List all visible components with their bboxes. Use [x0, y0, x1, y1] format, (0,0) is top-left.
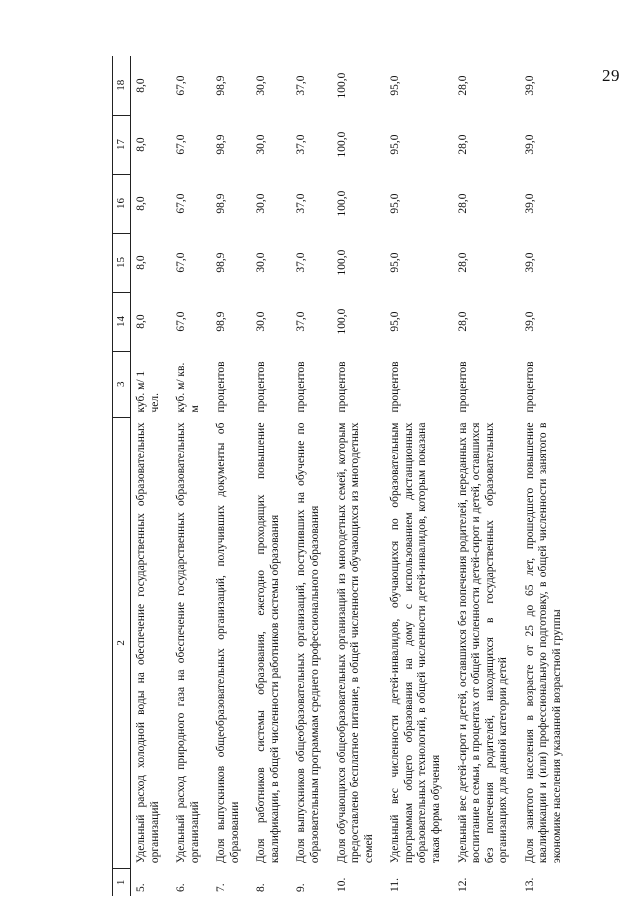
indicator-name: Доля выпускников общеобразовательных организаций, получивших документы об образовании	[215, 422, 241, 864]
indicator-value: 30,0	[255, 134, 268, 155]
indicator-value: 100,0	[335, 190, 348, 217]
unit-of-measure: процентов	[523, 361, 536, 413]
row-number: 11.	[389, 878, 402, 892]
indicator-value: 30,0	[255, 75, 268, 96]
row-number: 10.	[335, 877, 348, 892]
indicator-value: 39,0	[523, 75, 536, 96]
table-header-row	[113, 56, 131, 896]
table-row	[385, 56, 452, 896]
row-number: 6.	[175, 883, 188, 892]
indicator-value: 37,0	[295, 252, 308, 273]
column-header: 1	[113, 868, 131, 896]
unit-of-measure: процентов	[335, 361, 348, 413]
indicator-value: 30,0	[255, 252, 268, 273]
indicator-value: 67,0	[175, 193, 188, 214]
table-row	[130, 56, 171, 896]
column-header: 2	[113, 418, 131, 869]
table-row	[520, 56, 574, 896]
unit-of-measure: процентов	[295, 361, 308, 413]
unit-of-measure: куб. м/ 1 чел.	[134, 370, 161, 413]
indicator-value: 30,0	[255, 311, 268, 332]
indicator-value: 39,0	[523, 311, 536, 332]
indicator-name: Доля обучающихся общеобразовательных организаций из многодетных семей, которым предоставлено бесплатное питание, в общей численности обучающихся из многодетных семей	[335, 422, 375, 864]
indicator-value: 67,0	[175, 311, 188, 332]
indicator-value: 37,0	[295, 311, 308, 332]
row-number: 13.	[523, 877, 536, 892]
indicator-value: 39,0	[523, 252, 536, 273]
column-header: 3	[113, 351, 131, 418]
indicator-name: Удельный расход холодной воды на обеспечение государственных образовательных организаций	[134, 422, 161, 864]
indicator-name: Удельный расход природного газа на обеспечение государственных образовательных организаций	[175, 422, 201, 864]
row-number: 12.	[456, 877, 469, 892]
unit-of-measure: процентов	[215, 361, 228, 413]
indicator-value: 28,0	[456, 252, 469, 273]
indicator-value: 98,9	[215, 75, 228, 96]
indicator-value: 8,0	[134, 78, 147, 93]
indicator-value: 28,0	[456, 134, 469, 155]
indicator-name: Доля работников системы образования, ежегодно проходящих повышение квалификации, в общей численности работников системы образования	[255, 422, 281, 864]
indicator-value: 28,0	[456, 311, 469, 332]
indicator-value: 37,0	[295, 134, 308, 155]
column-header: 14	[113, 292, 131, 351]
indicator-value: 100,0	[335, 131, 348, 158]
indicator-value: 67,0	[175, 252, 188, 273]
column-header: 16	[113, 174, 131, 233]
indicator-value: 95,0	[389, 252, 402, 273]
rotated-table-wrapper	[112, 56, 592, 896]
table-row	[211, 56, 251, 896]
indicator-value: 98,9	[215, 193, 228, 214]
indicator-value: 95,0	[389, 75, 402, 96]
unit-of-measure: процентов	[456, 361, 469, 413]
unit-of-measure: процентов	[389, 361, 402, 413]
table-row	[291, 56, 331, 896]
indicator-name: Удельный вес численности детей-инвалидов, обучающихся по образовательным программам общего образования на дому с использованием дистанционных образовательных технологий, в общей численности детей-инвалидов, которым показана такая форма обучения	[389, 422, 442, 864]
indicator-value: 98,9	[215, 252, 228, 273]
indicator-value: 95,0	[389, 311, 402, 332]
unit-of-measure: куб. м/ кв. м	[175, 362, 201, 413]
indicator-value: 98,9	[215, 134, 228, 155]
indicator-value: 95,0	[389, 193, 402, 214]
indicator-value: 95,0	[389, 134, 402, 155]
indicator-value: 28,0	[456, 75, 469, 96]
column-header: 15	[113, 233, 131, 292]
indicator-value: 39,0	[523, 193, 536, 214]
table-row	[251, 56, 291, 896]
indicator-value: 67,0	[175, 134, 188, 155]
indicator-value: 39,0	[523, 134, 536, 155]
table-row	[332, 56, 386, 896]
indicator-value: 67,0	[175, 75, 188, 96]
row-number: 5.	[134, 883, 147, 892]
indicator-value: 100,0	[335, 249, 348, 276]
indicator-value: 8,0	[134, 314, 147, 329]
indicator-value: 8,0	[134, 196, 147, 211]
indicator-value: 8,0	[134, 137, 147, 152]
indicator-value: 8,0	[134, 255, 147, 270]
indicators-table	[112, 56, 573, 896]
indicator-value: 30,0	[255, 193, 268, 214]
unit-of-measure: процентов	[255, 361, 268, 413]
column-header: 18	[113, 56, 131, 115]
indicator-value: 37,0	[295, 75, 308, 96]
indicator-value: 100,0	[335, 72, 348, 99]
indicator-value: 100,0	[335, 308, 348, 335]
table-row	[453, 56, 520, 896]
row-number: 8.	[255, 883, 268, 892]
indicator-value: 37,0	[295, 193, 308, 214]
indicator-name: Удельный вес детей-сирот и детей, оставшихся без попечения родителей, переданных на воспитание в семьи, в процентах от общей численности детей-сирот и детей, оставшихся без попечения родителей, находящихся в государственных образовательных организациях для данной категории детей	[456, 422, 510, 864]
indicator-name: Доля занятого населения в возрасте от 25 до 65 лет, прошедшего повышение квалификации и (или) профессиональную подготовку, в общей численности занятого в экономике населения указанной возрастной группы	[523, 422, 563, 864]
row-number: 9.	[295, 883, 308, 892]
indicator-value: 98,9	[215, 311, 228, 332]
indicator-value: 28,0	[456, 193, 469, 214]
row-number: 7.	[215, 883, 228, 892]
indicator-name: Доля выпускников общеобразовательных организаций, поступивших на обучение по образовательным программам среднего профессионального образования	[295, 422, 322, 864]
page-number: 29	[602, 66, 620, 85]
column-header: 17	[113, 115, 131, 174]
table-row	[171, 56, 211, 896]
